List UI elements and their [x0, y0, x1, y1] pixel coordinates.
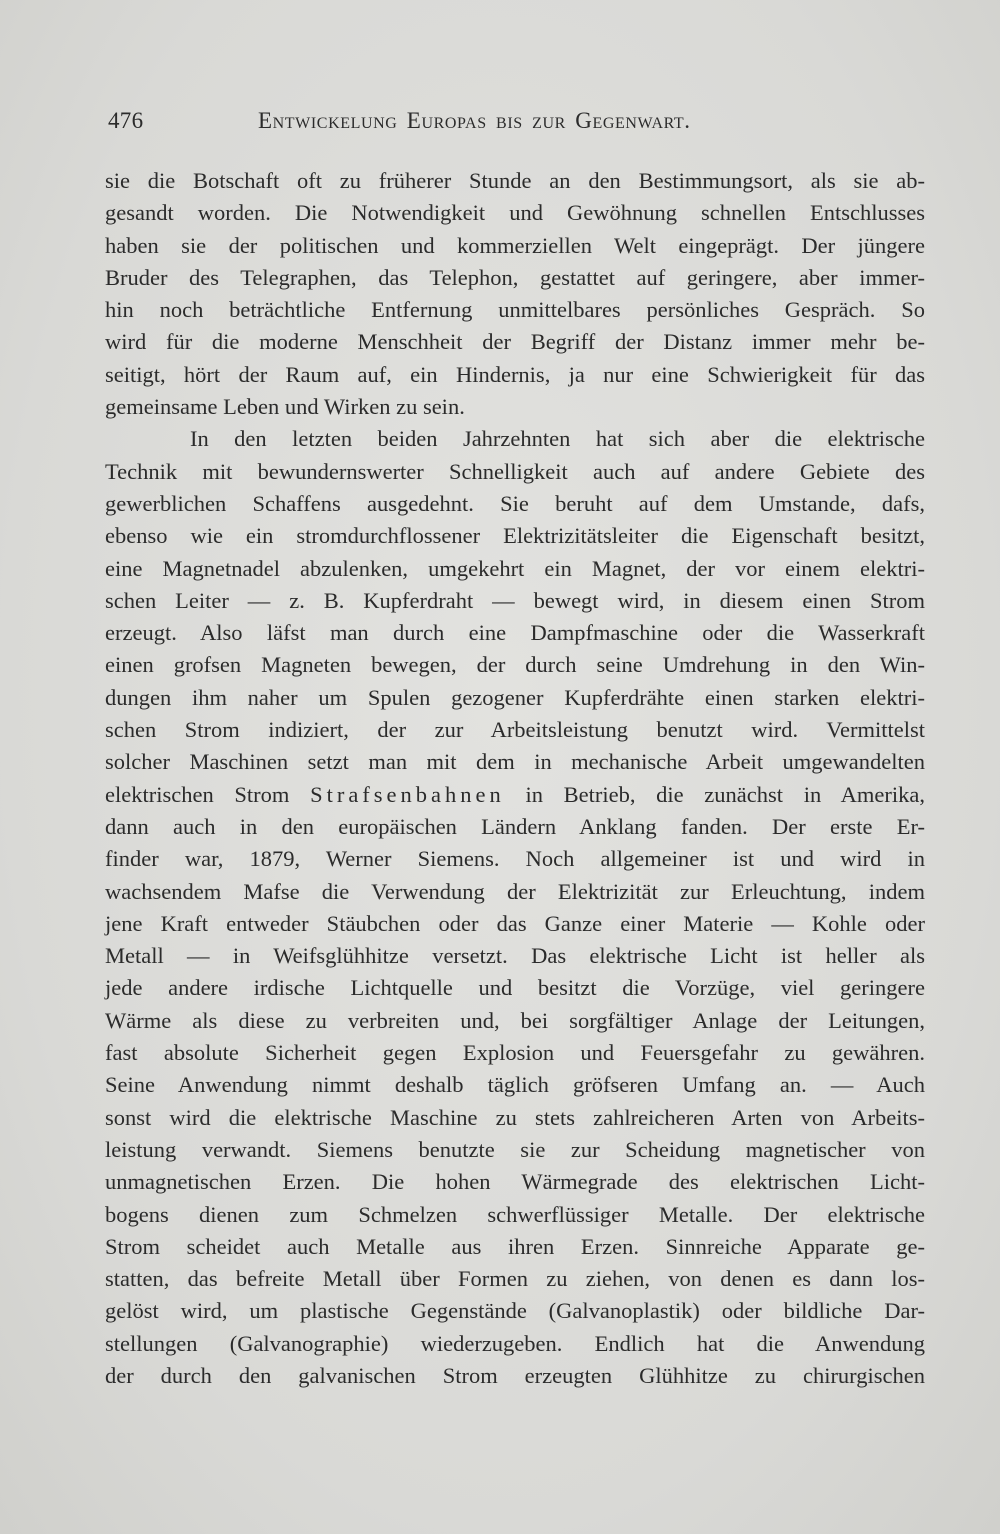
text-line: wachsendem Mafse die Verwendung der Elektrizität zur Erleuchtung, indem [105, 878, 925, 904]
text-line: einen grofsen Magneten bewegen, der durch seine Umdrehung in den Win- [105, 652, 925, 678]
text-line: Seine Anwendung nimmt deshalb täglich gröfseren Umfang an. — Auch [105, 1072, 925, 1098]
text-line: seitigt, hört der Raum auf, ein Hindernis, ja nur eine Schwierigkeit für das [105, 361, 925, 387]
text-line: Metall — in Weifsglühhitze versetzt. Das elektrische Licht ist heller als [105, 943, 925, 969]
paragraph-first-line: In den letzten beiden Jahrzehnten hat sich aber die elektrische [190, 426, 925, 452]
text-line: leistung verwandt. Siemens benutzte sie zur Scheidung magnetischer von [105, 1136, 925, 1162]
text-line: fast absolute Sicherheit gegen Explosion und Feuersgefahr zu gewähren. [105, 1040, 925, 1066]
text-line: gesandt worden. Die Notwendigkeit und Gewöhnung schnellen Entschlusses [105, 200, 925, 226]
text-line: solcher Maschinen setzt man mit dem in mechanische Arbeit umgewandelten [105, 749, 925, 775]
text-line: sie die Botschaft oft zu früherer Stunde an den Bestimmungsort, als sie ab- [105, 168, 925, 193]
text-line: Wärme als diese zu verbreiten und, bei sorgfältiger Anlage der Leitungen, [105, 1007, 925, 1033]
text-line: unmagnetischen Erzen. Die hohen Wärmegrade des elektrischen Licht- [105, 1169, 925, 1195]
text-line: finder war, 1879, Werner Siemens. Noch allgemeiner ist und wird in [105, 846, 925, 872]
page-header [108, 108, 778, 148]
text-line: sonst wird die elektrische Maschine zu stets zahlreicheren Arten von Arbeits- [105, 1104, 925, 1130]
text-line: Technik mit bewundernswerter Schnelligkeit auch auf andere Gebiete des [105, 458, 925, 484]
text-line: Bruder des Telegraphen, das Telephon, gestattet auf geringere, aber immer- [105, 264, 925, 290]
text-line: eine Magnetnadel abzulenken, umgekehrt ein Magnet, der vor einem elektri- [105, 555, 925, 581]
running-title: Entwickelung Europas bis zur Gegenwart. [258, 108, 691, 133]
text-line: wird für die moderne Menschheit der Begriff der Distanz immer mehr be- [105, 329, 925, 355]
text-line: gewerblichen Schaffens ausgedehnt. Sie beruht auf dem Umstande, dafs, [105, 490, 925, 516]
text-line: jene Kraft entweder Stäubchen oder das Ganze einer Materie — Kohle oder [105, 910, 925, 936]
text-line: statten, das befreite Metall über Formen zu ziehen, von denen es dann los- [105, 1266, 925, 1292]
text-line: gemeinsame Leben und Wirken zu sein. [105, 394, 465, 420]
text-line: bogens dienen zum Schmelzen schwerflüssiger Metalle. Der elektrische [105, 1201, 925, 1227]
text-line: der durch den galvanischen Strom erzeugten Glühhitze zu chirurgischen [105, 1362, 925, 1388]
text-line: gelöst wird, um plastische Gegenstände (Galvanoplastik) oder bildliche Dar- [105, 1298, 925, 1324]
text-line: schen Leiter — z. B. Kupferdraht — bewegt wird, in diesem einen Strom [105, 587, 925, 613]
text-line: schen Strom indiziert, der zur Arbeitsleistung benutzt wird. Vermittelst [105, 717, 925, 743]
text-line: haben sie der politischen und kommerziellen Welt eingeprägt. Der jüngere [105, 232, 925, 258]
text-line: dungen ihm naher um Spulen gezogener Kupferdrähte einen starken elektri- [105, 684, 925, 710]
text-segment: elektrischen Strom [105, 781, 311, 807]
text-line-spaced-word [105, 779, 925, 811]
body-text [105, 165, 925, 1392]
text-line: hin noch beträchtliche Entfernung unmittelbares persönliches Gespräch. So [105, 297, 925, 323]
text-segment: in Betrieb, die zunächst in Amerika, [504, 781, 925, 807]
text-line: jede andere irdische Lichtquelle und besitzt die Vorzüge, viel geringere [105, 975, 925, 1001]
text-line: stellungen (Galvanographie) wiederzugeben. Endlich hat die Anwendung [105, 1330, 925, 1356]
text-line: erzeugt. Also läfst man durch eine Dampfmaschine oder die Wasserkraft [105, 620, 925, 646]
page-number: 476 [108, 108, 144, 133]
text-line: Strom scheidet auch Metalle aus ihren Erzen. Sinnreiche Apparate ge- [105, 1233, 925, 1259]
text-line: ebenso wie ein stromdurchflossener Elektrizitätsleiter die Eigenschaft besitzt, [105, 523, 925, 549]
text-line: dann auch in den europäischen Ländern Anklang fanden. Der erste Er- [105, 813, 925, 839]
spaced-emphasis-word: Strafsenbahnen [310, 781, 505, 807]
